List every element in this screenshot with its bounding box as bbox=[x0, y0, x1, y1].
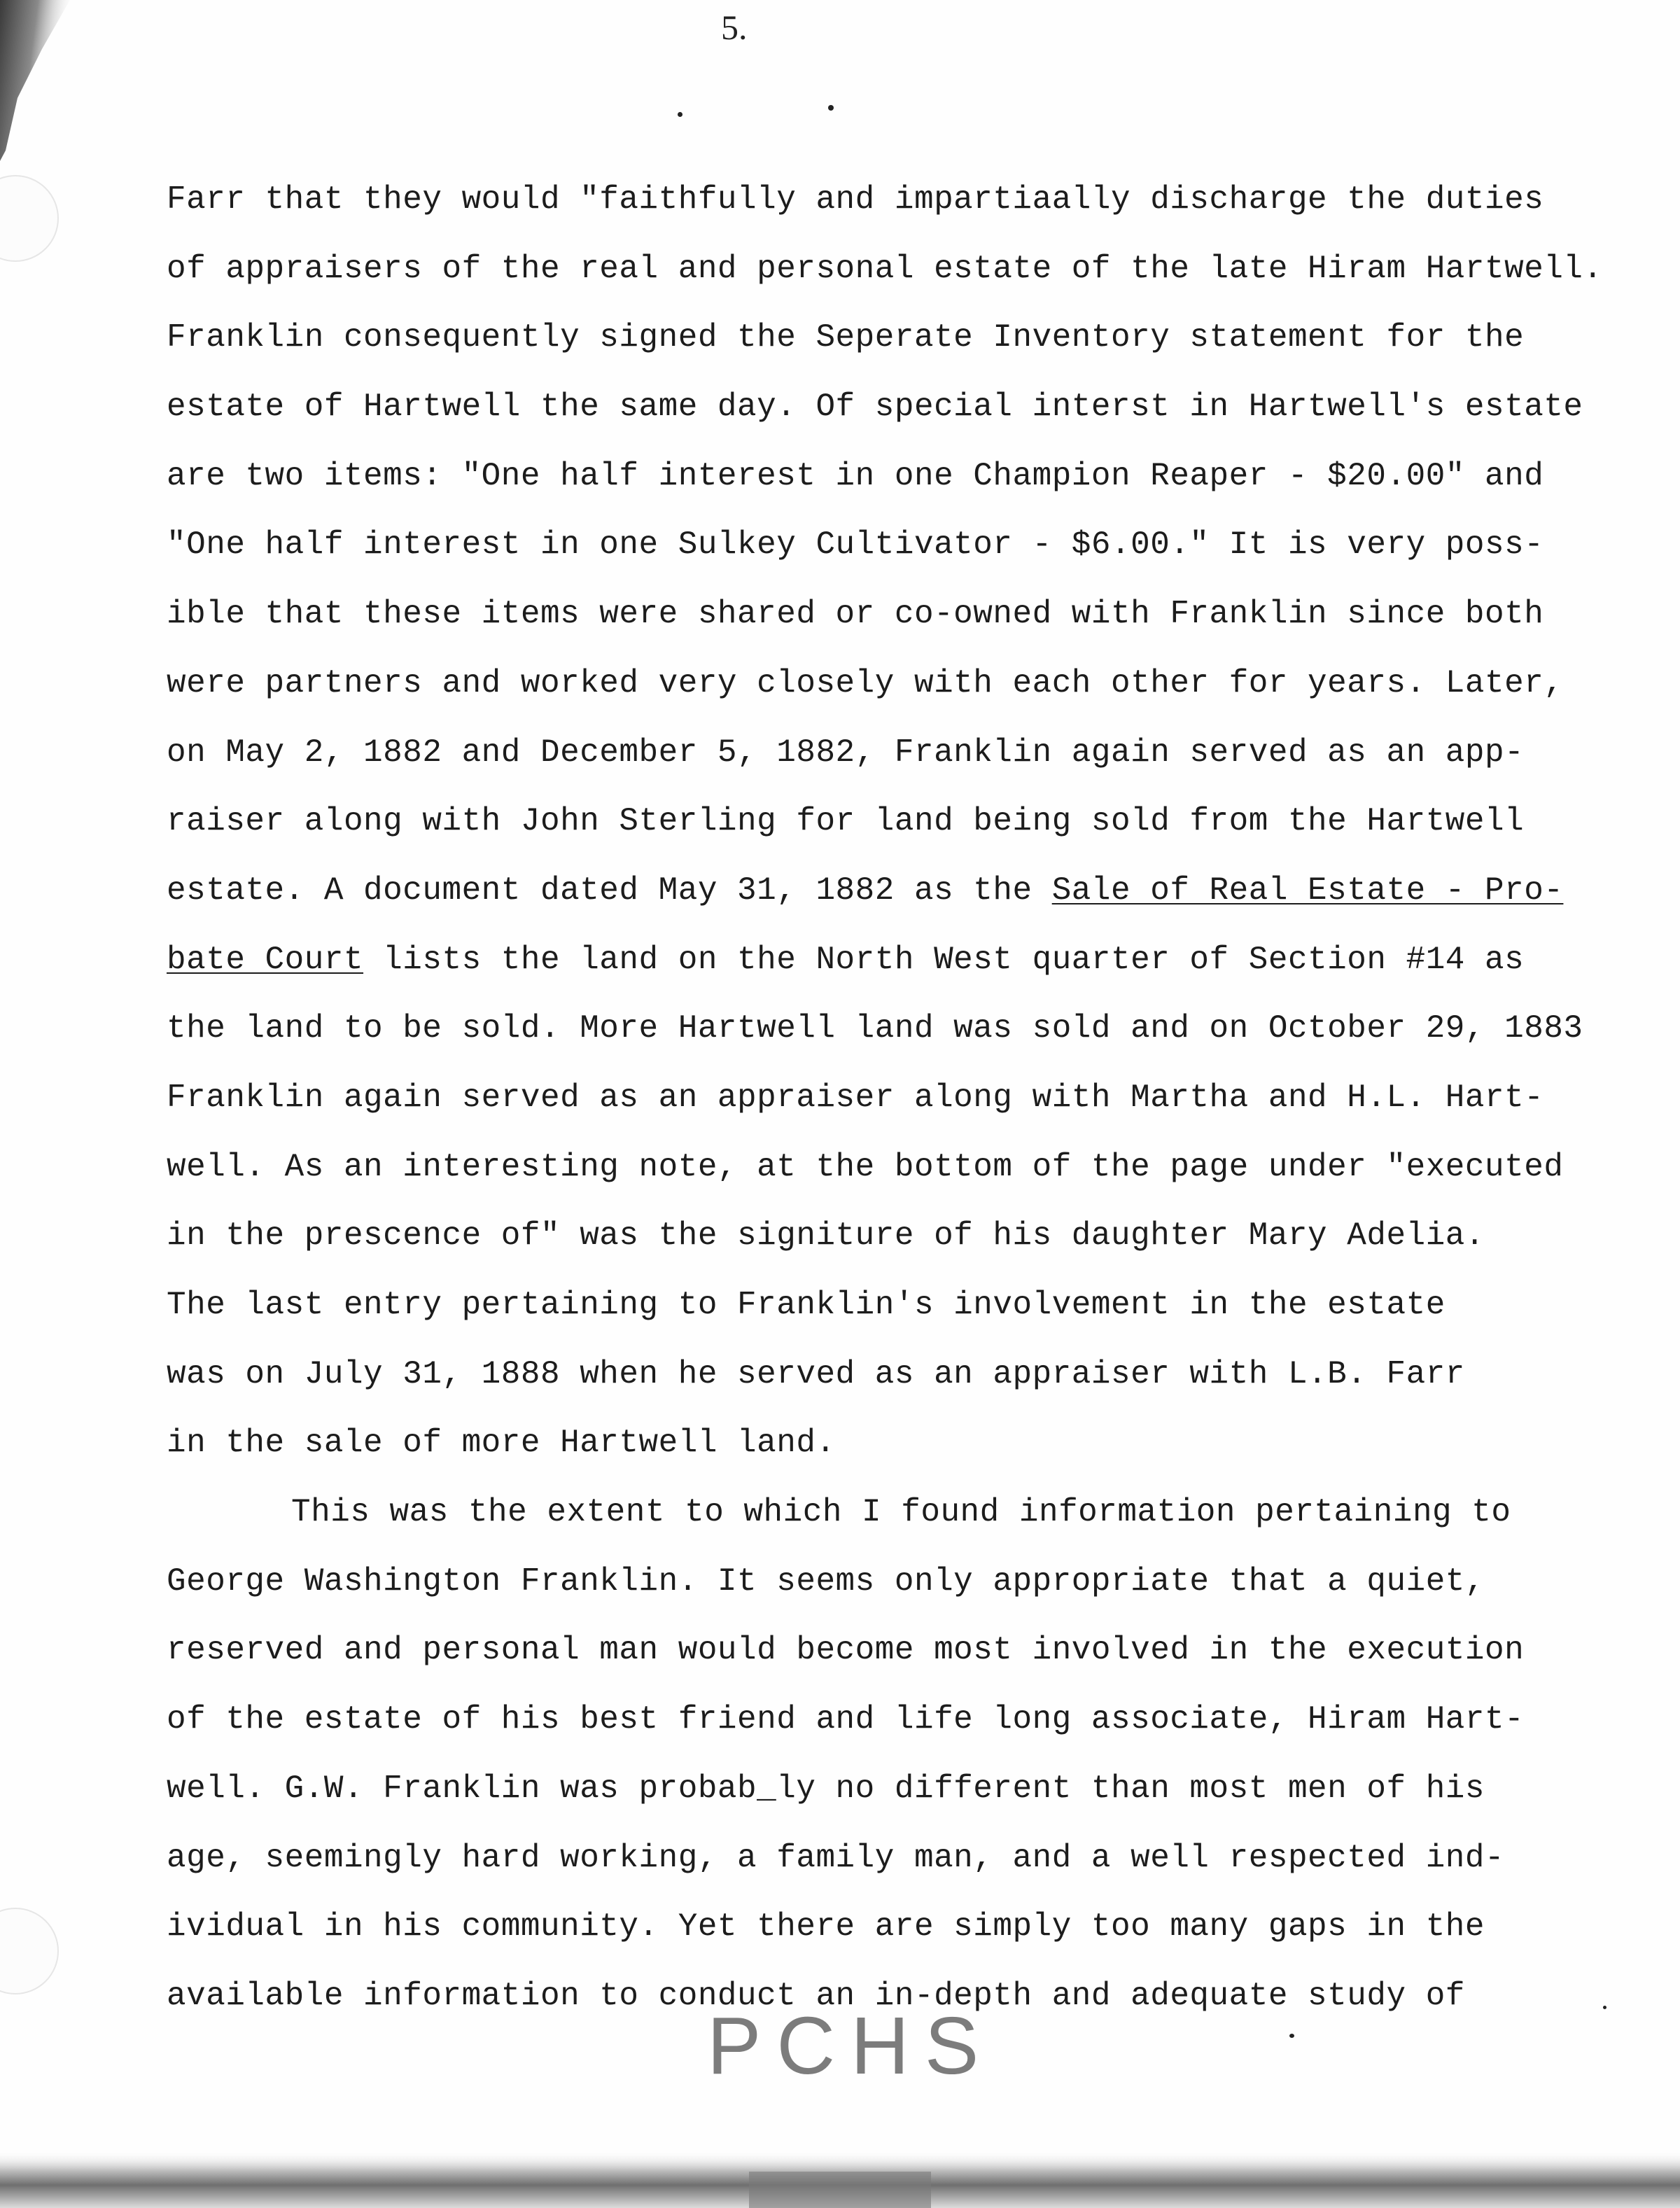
underlined-title: bate Court bbox=[167, 941, 364, 978]
text-line: of the estate of his best friend and life long associate, Hiram Hart- bbox=[167, 1701, 1525, 1738]
text-line: reserved and personal man would become most involved in the execution bbox=[167, 1632, 1525, 1669]
text-line: well. G.W. Franklin was probab_ly no different than most men of his bbox=[167, 1770, 1485, 1807]
punch-hole-top bbox=[0, 175, 59, 262]
text-line: George Washington Franklin. It seems only appropriate that a quiet, bbox=[167, 1563, 1485, 1600]
text-line: ible that these items were shared or co-owned with Franklin since both bbox=[167, 596, 1544, 633]
text-line: available information to conduct an in-depth and adequate study of bbox=[167, 1977, 1465, 2014]
scan-speck bbox=[828, 105, 834, 111]
text-line bbox=[167, 934, 1672, 1003]
text-line: ividual in his community. Yet there are simply too many gaps in the bbox=[167, 1908, 1485, 1945]
watermark-pchs: PCHS bbox=[707, 2000, 995, 2091]
text-line: in the sale of more Hartwell land. bbox=[167, 1425, 836, 1462]
text-line: was on July 31, 1888 when he served as an appraiser with L.B. Farr bbox=[167, 1355, 1465, 1392]
page-number: 5. bbox=[721, 8, 748, 47]
text-line: Farr that they would "faithfully and impartiaally discharge the duties bbox=[167, 181, 1544, 218]
text-line: were partners and worked very closely with each other for years. Later, bbox=[167, 664, 1564, 701]
body-text bbox=[167, 174, 1672, 2039]
punch-hole-bottom bbox=[0, 1908, 59, 1994]
scan-speck bbox=[1603, 2006, 1606, 2009]
text-line: "One half interest in one Sulkey Cultivator - $6.00." It is very poss- bbox=[167, 526, 1544, 564]
text-line: raiser along with John Sterling for land being sold from the Hartwell bbox=[167, 803, 1525, 840]
text-line: The last entry pertaining to Franklin's involvement in the estate bbox=[167, 1287, 1446, 1323]
text-line: in the prescence of" was the signiture of his daughter Mary Adelia. bbox=[167, 1217, 1485, 1255]
underlined-title: Sale of Real Estate - Pro- bbox=[1051, 872, 1564, 909]
text-line: This was the extent to which I found information pertaining to bbox=[291, 1494, 1511, 1531]
text-line: Franklin consequently signed the Seperate Inventory statement for the bbox=[167, 319, 1525, 356]
text-line: of appraisers of the real and personal estate of the late Hiram Hartwell. bbox=[167, 250, 1603, 287]
text-line: are two items: "One half interest in one Champion Reaper - $20.00" and bbox=[167, 457, 1544, 494]
text-line: the land to be sold. More Hartwell land was sold and on October 29, 1883 bbox=[167, 1010, 1583, 1047]
scan-bottom-edge bbox=[0, 2144, 1680, 2208]
text-segment: lists the land on the North West quarter of Section #14 as bbox=[363, 941, 1525, 978]
scan-speck bbox=[678, 112, 682, 117]
text-line: Franklin again served as an appraiser along with Martha and H.L. Hart- bbox=[167, 1079, 1544, 1116]
text-line bbox=[167, 865, 1672, 934]
text-line: on May 2, 1882 and December 5, 1882, Franklin again served as an app- bbox=[167, 734, 1525, 771]
text-segment: estate. A document dated May 31, 1882 as the bbox=[167, 872, 1052, 909]
text-line: well. As an interesting note, at the bottom of the page under "executed bbox=[167, 1148, 1564, 1185]
scan-corner-shadow bbox=[0, 0, 105, 161]
text-line: estate of Hartwell the same day. Of special interst in Hartwell's estate bbox=[167, 389, 1583, 426]
scan-speck bbox=[1289, 2034, 1294, 2038]
text-line: age, seemingly hard working, a family man, and a well respected ind- bbox=[167, 1839, 1505, 1876]
